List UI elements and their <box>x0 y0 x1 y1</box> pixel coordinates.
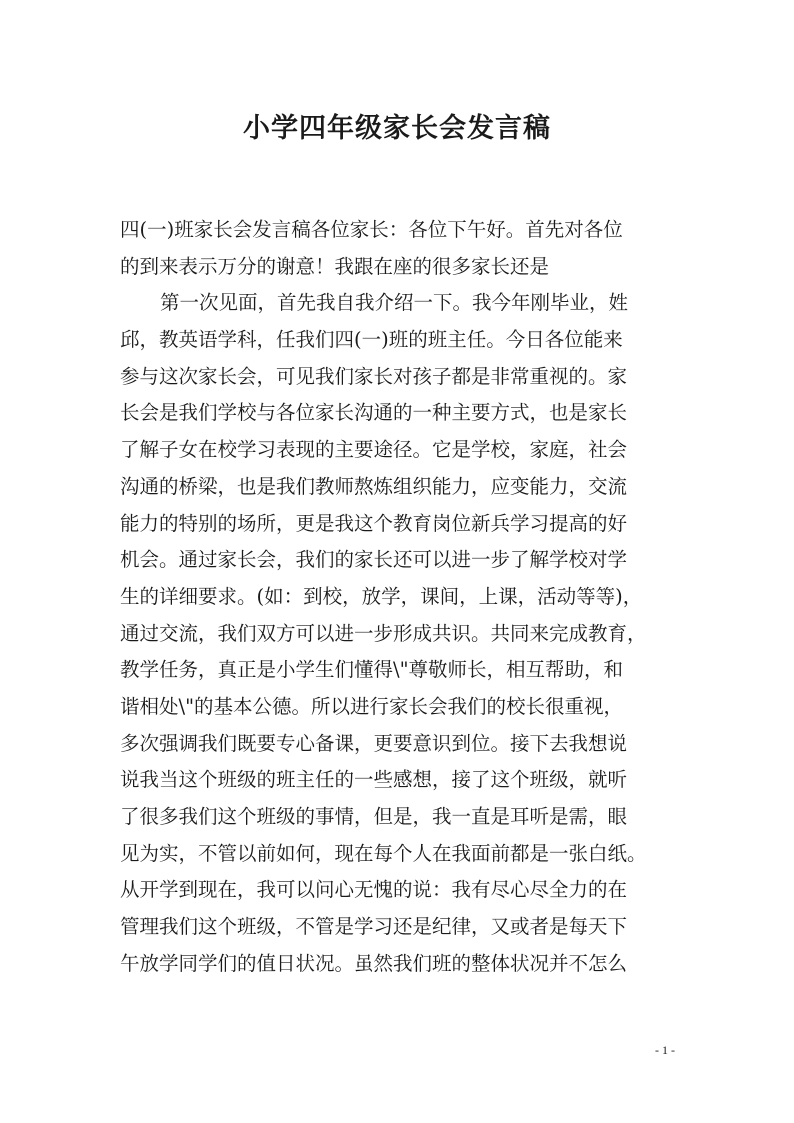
document-title: 小学四年级家长会发言稿 <box>243 113 551 144</box>
body-line: 参与这次家长会，可见我们家长对孩子都是非常重视的。家 <box>120 364 628 388</box>
body-line: 谐相处\"的基本公德。所以进行家长会我们的校长很重视， <box>120 694 624 718</box>
body-line: 见为实，不管以前如何，现在每个人在我面前都是一张白纸。 <box>120 841 647 865</box>
body-line: 生的详细要求。(如：到校，放学，课间，上课，活动等等)， <box>120 584 643 608</box>
body-line: 说我当这个班级的班主任的一些感想，接了这个班级，就听 <box>120 768 628 792</box>
body-line: 能力的特别的场所，更是我这个教育岗位新兵学习提高的好 <box>120 511 628 535</box>
body-line: 沟通的桥梁，也是我们教师熬炼组织能力，应变能力，交流 <box>120 474 628 498</box>
page-number: - 1 - <box>655 1043 675 1057</box>
body-line: 机会。通过家长会，我们的家长还可以进一步了解学校对学 <box>120 548 628 572</box>
body-line: 教学任务，真正是小学生们懂得\"尊敬师长，相互帮助，和 <box>120 658 624 682</box>
body-line: 管理我们这个班级，不管是学习还是纪律，又或者是每天下 <box>120 915 628 939</box>
document-body <box>120 212 700 982</box>
body-line: 了很多我们这个班级的事情，但是，我一直是耳听是需，眼 <box>120 805 628 828</box>
body-line: 午放学同学们的值日状况。虽然我们班的整体状况并不怎么 <box>120 951 628 975</box>
body-line: 第一次见面，首先我自我介绍一下。我今年刚毕业，姓 <box>160 291 629 315</box>
body-line: 长会是我们学校与各位家长沟通的一种主要方式，也是家长 <box>120 401 628 425</box>
body-line: 从开学到现在，我可以问心无愧的说：我有尽心尽全力的在 <box>120 878 628 902</box>
body-line: 了解子女在校学习表现的主要途径。它是学校，家庭，社会 <box>120 438 628 462</box>
body-line: 多次强调我们既要专心备课，更要意识到位。接下去我想说 <box>120 731 628 755</box>
body-line: 邱，教英语学科，任我们四(一)班的班主任。今日各位能来 <box>120 328 623 352</box>
body-line: 的到来表示万分的谢意！我跟在座的很多家长还是 <box>120 254 550 278</box>
body-line: 四(一)班家长会发言稿各位家长：各位下午好。首先对各位 <box>120 218 623 241</box>
body-line: 通过交流，我们双方可以进一步形成共识。共同来完成教育， <box>120 621 647 645</box>
